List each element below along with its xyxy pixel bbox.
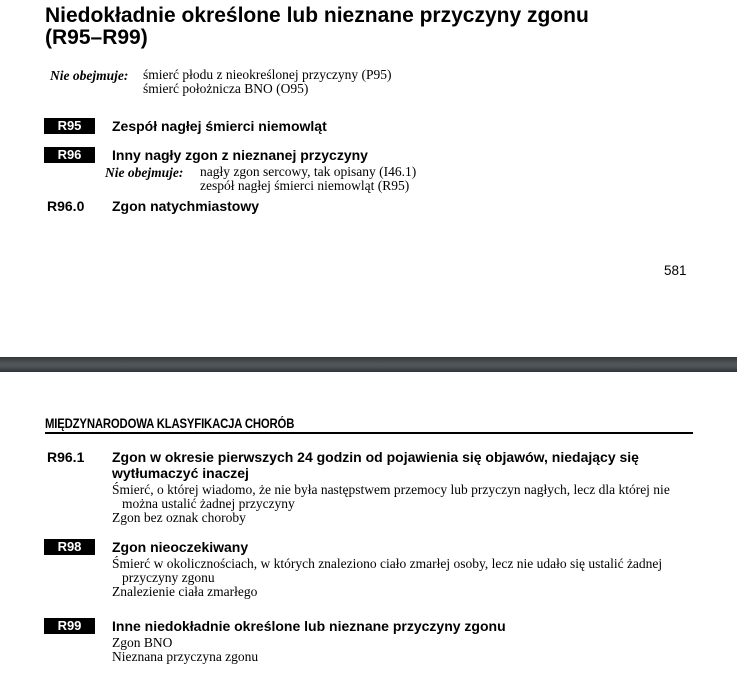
page-separator-bar	[0, 357, 737, 372]
entry-body-line: Zgon bez oznak choroby	[112, 510, 246, 525]
code-badge-r96	[44, 147, 95, 163]
code-badge-r98	[44, 539, 95, 555]
excludes-item: śmierć płodu z nieokreślonej przyczyny (P95)	[143, 67, 392, 82]
excludes-items	[143, 68, 392, 96]
entry-r95	[0, 118, 737, 134]
excludes-item: nagły zgon sercowy, tak opisany (I46.1)	[200, 164, 417, 179]
running-header-rule	[45, 432, 693, 434]
entry-title: Inne niedokładnie określone lub nieznane przyczyny zgonu	[112, 618, 506, 634]
excludes-label: Nie obejmuje:	[50, 68, 129, 83]
code-text-r96-1: R96.1	[47, 449, 85, 465]
entry-title-line2: wytłumaczyć inaczej	[112, 465, 249, 481]
entry-title: Inny nagły zgon z nieznanej przyczyny	[112, 147, 368, 163]
entry-title: Zgon natychmiastowy	[112, 198, 260, 214]
entry-body	[112, 636, 737, 664]
code-text: R99	[57, 618, 82, 633]
code-text: R96	[57, 147, 82, 162]
chapter-title-code-range: (R95–R99)	[45, 26, 148, 49]
chapter-title-line1: Niedokładnie określone lub nieznane przyczyny zgonu	[45, 4, 589, 27]
page-number: 581	[664, 263, 687, 278]
entry-body-line: Zgon BNO	[112, 635, 173, 650]
entry-r96	[0, 147, 737, 193]
entry-body	[112, 483, 737, 525]
chapter-excludes-block	[50, 68, 392, 96]
entry-body-line: Znalezienie ciała zmarłego	[112, 584, 258, 599]
code-badge-r99	[44, 618, 95, 634]
entry-r96-0	[0, 198, 737, 214]
code-text: R95	[57, 118, 82, 133]
entry-title	[112, 449, 702, 481]
entry-r98	[0, 539, 737, 599]
excludes-item: śmierć położnicza BNO (O95)	[143, 81, 309, 96]
chapter-title	[45, 5, 589, 49]
code-text-r96-0: R96.0	[47, 198, 85, 214]
excludes-label: Nie obejmuje:	[105, 165, 184, 180]
entry-r96-1	[0, 449, 737, 525]
code-text: R98	[57, 539, 82, 554]
excludes-item: zespół nagłej śmierci niemowląt (R95)	[200, 178, 410, 193]
entry-title: Zespół nagłej śmierci niemowląt	[112, 118, 327, 134]
excludes-items	[200, 165, 416, 193]
entry-excludes-block	[105, 165, 416, 193]
entry-title: Zgon nieoczekiwany	[112, 539, 249, 555]
entry-body-line: można ustalić żadnej przyczyny	[122, 496, 295, 511]
entry-body	[112, 557, 737, 599]
entry-body-line: Nieznana przyczyna zgonu	[112, 649, 259, 664]
code-badge-r95	[44, 118, 95, 134]
entry-body-line: Śmierć, o której wiadomo, że nie była następstwem przemocy lub przyczyn nagłych, lecz dla której nie	[112, 482, 670, 497]
entry-r99	[0, 618, 737, 664]
running-header: MIĘDZYNARODOWA KLASYFIKACJA CHORÓB	[45, 416, 295, 431]
entry-body-line: Śmierć w okolicznościach, w których znaleziono ciało zmarłej osoby, lecz nie udało się ustalić żadnej	[112, 556, 663, 571]
entry-body-line: przyczyny zgonu	[122, 570, 215, 585]
entry-title-line1: Zgon w okresie pierwszych 24 godzin od pojawienia się objawów, niedający się	[112, 449, 639, 465]
